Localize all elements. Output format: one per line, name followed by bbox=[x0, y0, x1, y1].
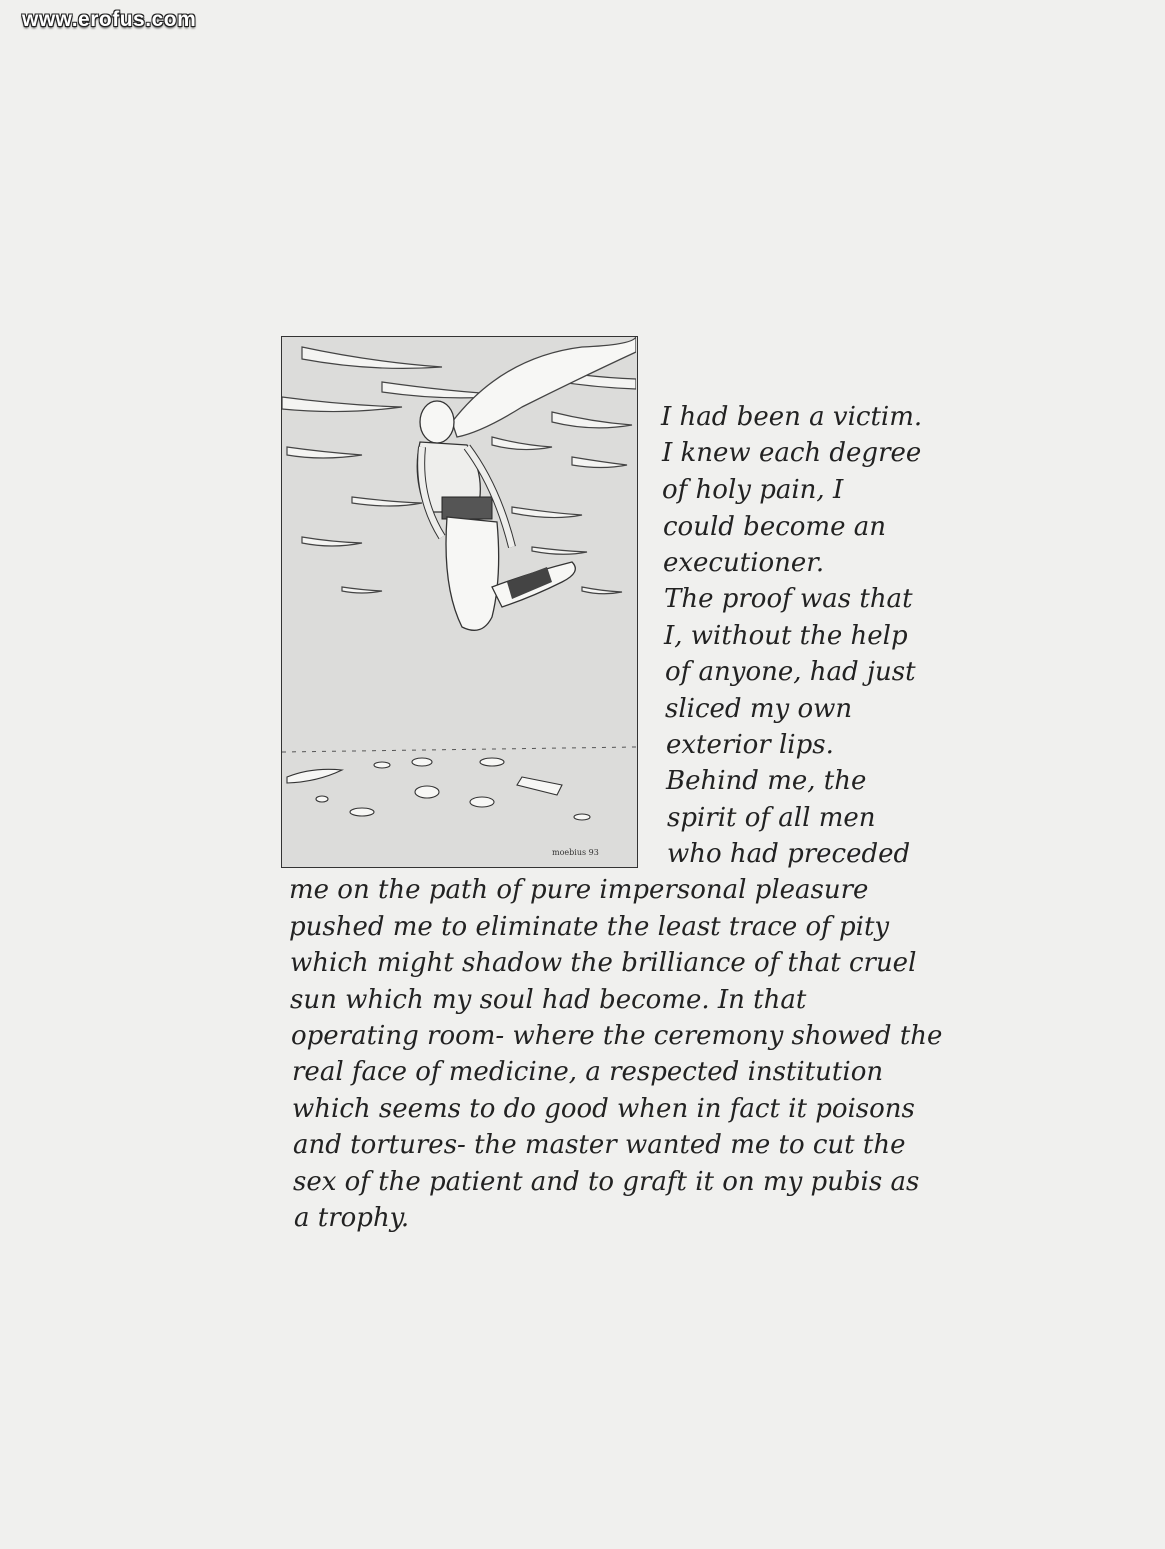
text-line: sex of the patient and to graft it on my pubis as bbox=[293, 1167, 920, 1197]
text-line: The proof was that bbox=[664, 584, 913, 614]
text-line: I had been a victim. bbox=[661, 402, 923, 432]
text-line: sun which my soul had become. In that bbox=[290, 985, 807, 1015]
text-line: Behind me, the bbox=[666, 766, 867, 796]
text-line: me on the path of pure impersonal pleasure bbox=[289, 875, 869, 905]
text-line: real face of medicine, a respected institution bbox=[292, 1057, 884, 1087]
artist-signature: moebius 93 bbox=[552, 848, 599, 857]
illustration-panel bbox=[281, 336, 638, 868]
illustration-drawing bbox=[282, 337, 636, 866]
text-line: of anyone, had just bbox=[665, 657, 916, 687]
text-line: which seems to do good when in fact it poisons bbox=[292, 1094, 915, 1124]
text-line: sliced my own bbox=[665, 694, 853, 724]
text-line: and tortures- the master wanted me to cut the bbox=[293, 1130, 906, 1160]
text-line: spirit of all men bbox=[667, 803, 876, 833]
text-line: which might shadow the brilliance of that cruel bbox=[290, 948, 917, 978]
text-line: who had preceded bbox=[667, 839, 911, 869]
text-line: exterior lips. bbox=[666, 730, 834, 760]
text-line: operating room- where the ceremony showed the bbox=[291, 1021, 943, 1051]
text-line: a trophy. bbox=[294, 1203, 410, 1233]
text-line: I knew each degree bbox=[662, 438, 922, 468]
watermark-logo: www.erofus.com bbox=[22, 8, 197, 31]
text-line: of holy pain, I bbox=[662, 475, 844, 505]
text-line: could become an bbox=[663, 512, 886, 542]
text-line: I, without the help bbox=[664, 621, 908, 651]
text-line: executioner. bbox=[663, 548, 825, 578]
text-line: pushed me to eliminate the least trace of pity bbox=[289, 912, 890, 942]
